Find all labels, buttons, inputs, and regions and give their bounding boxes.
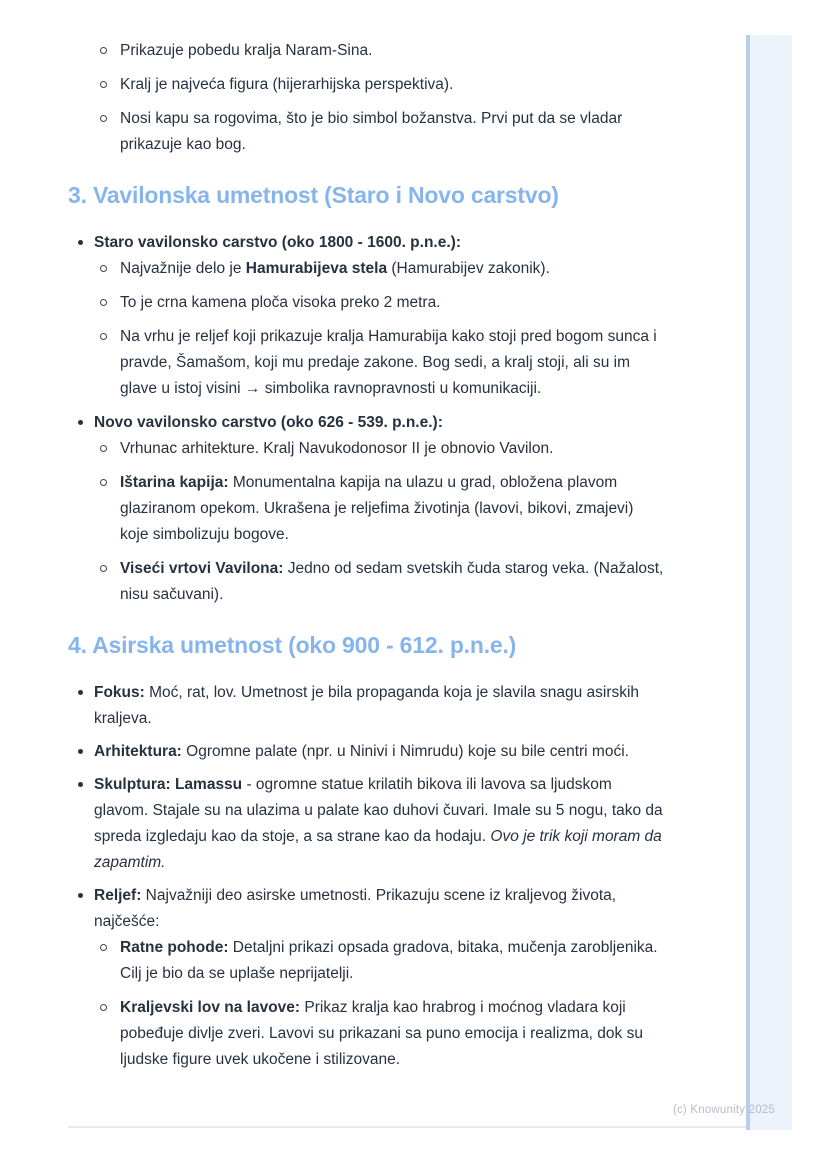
list-item-text: Kralj je najveća figura (hijerarhijska perspektiva).: [120, 76, 454, 93]
text-segment: Prikaz kralja kao hrabrog i moćnog vladara koji pobeđuje divlje zveri. Lavovi su prikazani sa puno emocija i realizma, dok su ljudske figure uvek ukočene i stilizovane.: [120, 999, 643, 1068]
text-segment: (Hamurabijev zakonik).: [387, 260, 550, 277]
text-segment: Ovo je trik koji moram da zapamtim.: [94, 828, 662, 871]
list-item: [68, 739, 664, 765]
page-divider: [68, 1126, 760, 1128]
section-heading-3: 3. Vavilonska umetnost (Staro i Novo carstvo): [68, 182, 559, 208]
bullet-circle-icon: [98, 556, 120, 608]
text-segment: Fokus:: [94, 684, 145, 701]
bullet-disc-icon: [68, 680, 94, 732]
bullet-disc-icon: [68, 883, 94, 935]
bullet-circle-icon: [98, 256, 120, 282]
scrollbar-track: [750, 35, 792, 1130]
bullet-disc-icon: [68, 739, 94, 765]
bullet-disc-icon: [68, 410, 94, 436]
list-item: [98, 470, 664, 548]
text-segment: Najvažnije delo je: [120, 260, 246, 277]
bullet-circle-icon: [98, 470, 120, 548]
list-item-text: [120, 470, 664, 548]
list-item-text: [94, 772, 664, 876]
text-segment: Ratne pohode:: [120, 939, 229, 956]
list-item: [98, 72, 664, 98]
bullet-circle-icon: [98, 290, 120, 316]
list-item: [68, 883, 664, 935]
list-item: [98, 324, 664, 402]
text-segment: Najvažniji deo asirske umetnosti. Prikazuju scene iz kraljevog života, najčešće:: [94, 887, 617, 930]
bullet-circle-icon: [98, 324, 120, 402]
list-item-text: [94, 680, 664, 732]
list-item-text: [120, 995, 664, 1073]
list-item-text: To je crna kamena ploča visoka preko 2 metra.: [120, 294, 441, 311]
text-segment: Detaljni prikazi opsada gradova, bitaka, mučenja zarobljenika. Cilj je bio da se uplaše neprijatelji.: [120, 939, 658, 982]
list-item: [98, 290, 664, 316]
list-item-text: Nosi kapu sa rogovima, što je bio simbol božanstva. Prvi put da se vladar prikazuje kao bog.: [120, 110, 623, 153]
text-segment: Jedno od sedam svetskih čuda starog veka. (Nažalost, nisu sačuvani).: [120, 560, 664, 603]
text-segment: Kraljevski lov na lavove:: [120, 999, 301, 1016]
list-item-text: [120, 935, 664, 987]
list-item: [98, 995, 664, 1073]
document-body: [68, 38, 664, 1081]
list-item: [68, 680, 664, 732]
text-segment: Moć, rat, lov. Umetnost je bila propaganda koja je slavila snagu asirskih kraljeva.: [94, 684, 640, 727]
bullet-circle-icon: [98, 106, 120, 158]
copyright-watermark: (c) Knowunity 2025: [672, 1104, 775, 1116]
bullet-circle-icon: [98, 38, 120, 64]
text-segment: Monumentalna kapija na ulazu u grad, obložena plavom glaziranom opekom. Ukrašena je reljefima životinja (lavovi, bikovi, zmajevi) koje simbolizuju bogove.: [120, 474, 634, 543]
list-item: [98, 106, 664, 158]
text-segment: Ištarina kapija:: [120, 474, 229, 491]
list-item: [98, 556, 664, 608]
list-item: [98, 256, 664, 282]
bullet-circle-icon: [98, 935, 120, 987]
list-item: [68, 230, 664, 256]
list-item: [98, 436, 664, 462]
list-item-text: [94, 739, 664, 765]
bullet-disc-icon: [68, 772, 94, 876]
list-item-text: [120, 556, 664, 608]
text-segment: Skulptura: Lamassu: [94, 776, 243, 793]
section-heading-4: 4. Asirska umetnost (oko 900 - 612. p.n.e.): [68, 632, 517, 658]
text-segment: - ogromne statue krilatih bikova ili lavova sa ljudskom glavom. Stajale su na ulazima u palate kao duhovi čuvari. Imale su 5 nogu, tako da spreda izgledaju kao da stoje, a sa strane kao da hodaju.: [94, 776, 663, 845]
list-item: [68, 772, 664, 876]
list-item-text: Staro vavilonsko carstvo (oko 1800 - 1600. p.n.e.):: [94, 234, 461, 251]
text-segment: Reljef:: [94, 887, 142, 904]
scrollbar-thumb[interactable]: [746, 35, 750, 1130]
list-item-text: Prikazuje pobedu kralja Naram-Sina.: [120, 42, 373, 59]
list-item-text: [120, 256, 664, 282]
bullet-circle-icon: [98, 72, 120, 98]
list-item-text: Novo vavilonsko carstvo (oko 626 - 539. p.n.e.):: [94, 414, 443, 431]
text-segment: Arhitektura:: [94, 743, 182, 760]
list-item-text: Na vrhu je reljef koji prikazuje kralja Hamurabija kako stoji pred bogom sunca i pravde, Šamašom, koji mu predaje zakone. Bog sedi, a kralj stoji, ali su im glave u istoj visini → simbolika ravnopravnosti u komunikaciji.: [120, 328, 657, 397]
list-item-text: Vrhunac arhitekture. Kralj Navukodonosor II je obnovio Vavilon.: [120, 440, 554, 457]
list-item-text: [94, 883, 664, 935]
bullet-circle-icon: [98, 436, 120, 462]
bullet-disc-icon: [68, 230, 94, 256]
text-segment: Ogromne palate (npr. u Ninivi i Nimrudu) koje su bile centri moći.: [181, 743, 629, 760]
text-segment: Hamurabijeva stela: [245, 260, 388, 277]
bullet-circle-icon: [98, 995, 120, 1073]
list-item: [98, 38, 664, 64]
list-item: [98, 935, 664, 987]
text-segment: Viseći vrtovi Vavilona:: [120, 560, 284, 577]
list-item: [68, 410, 664, 436]
